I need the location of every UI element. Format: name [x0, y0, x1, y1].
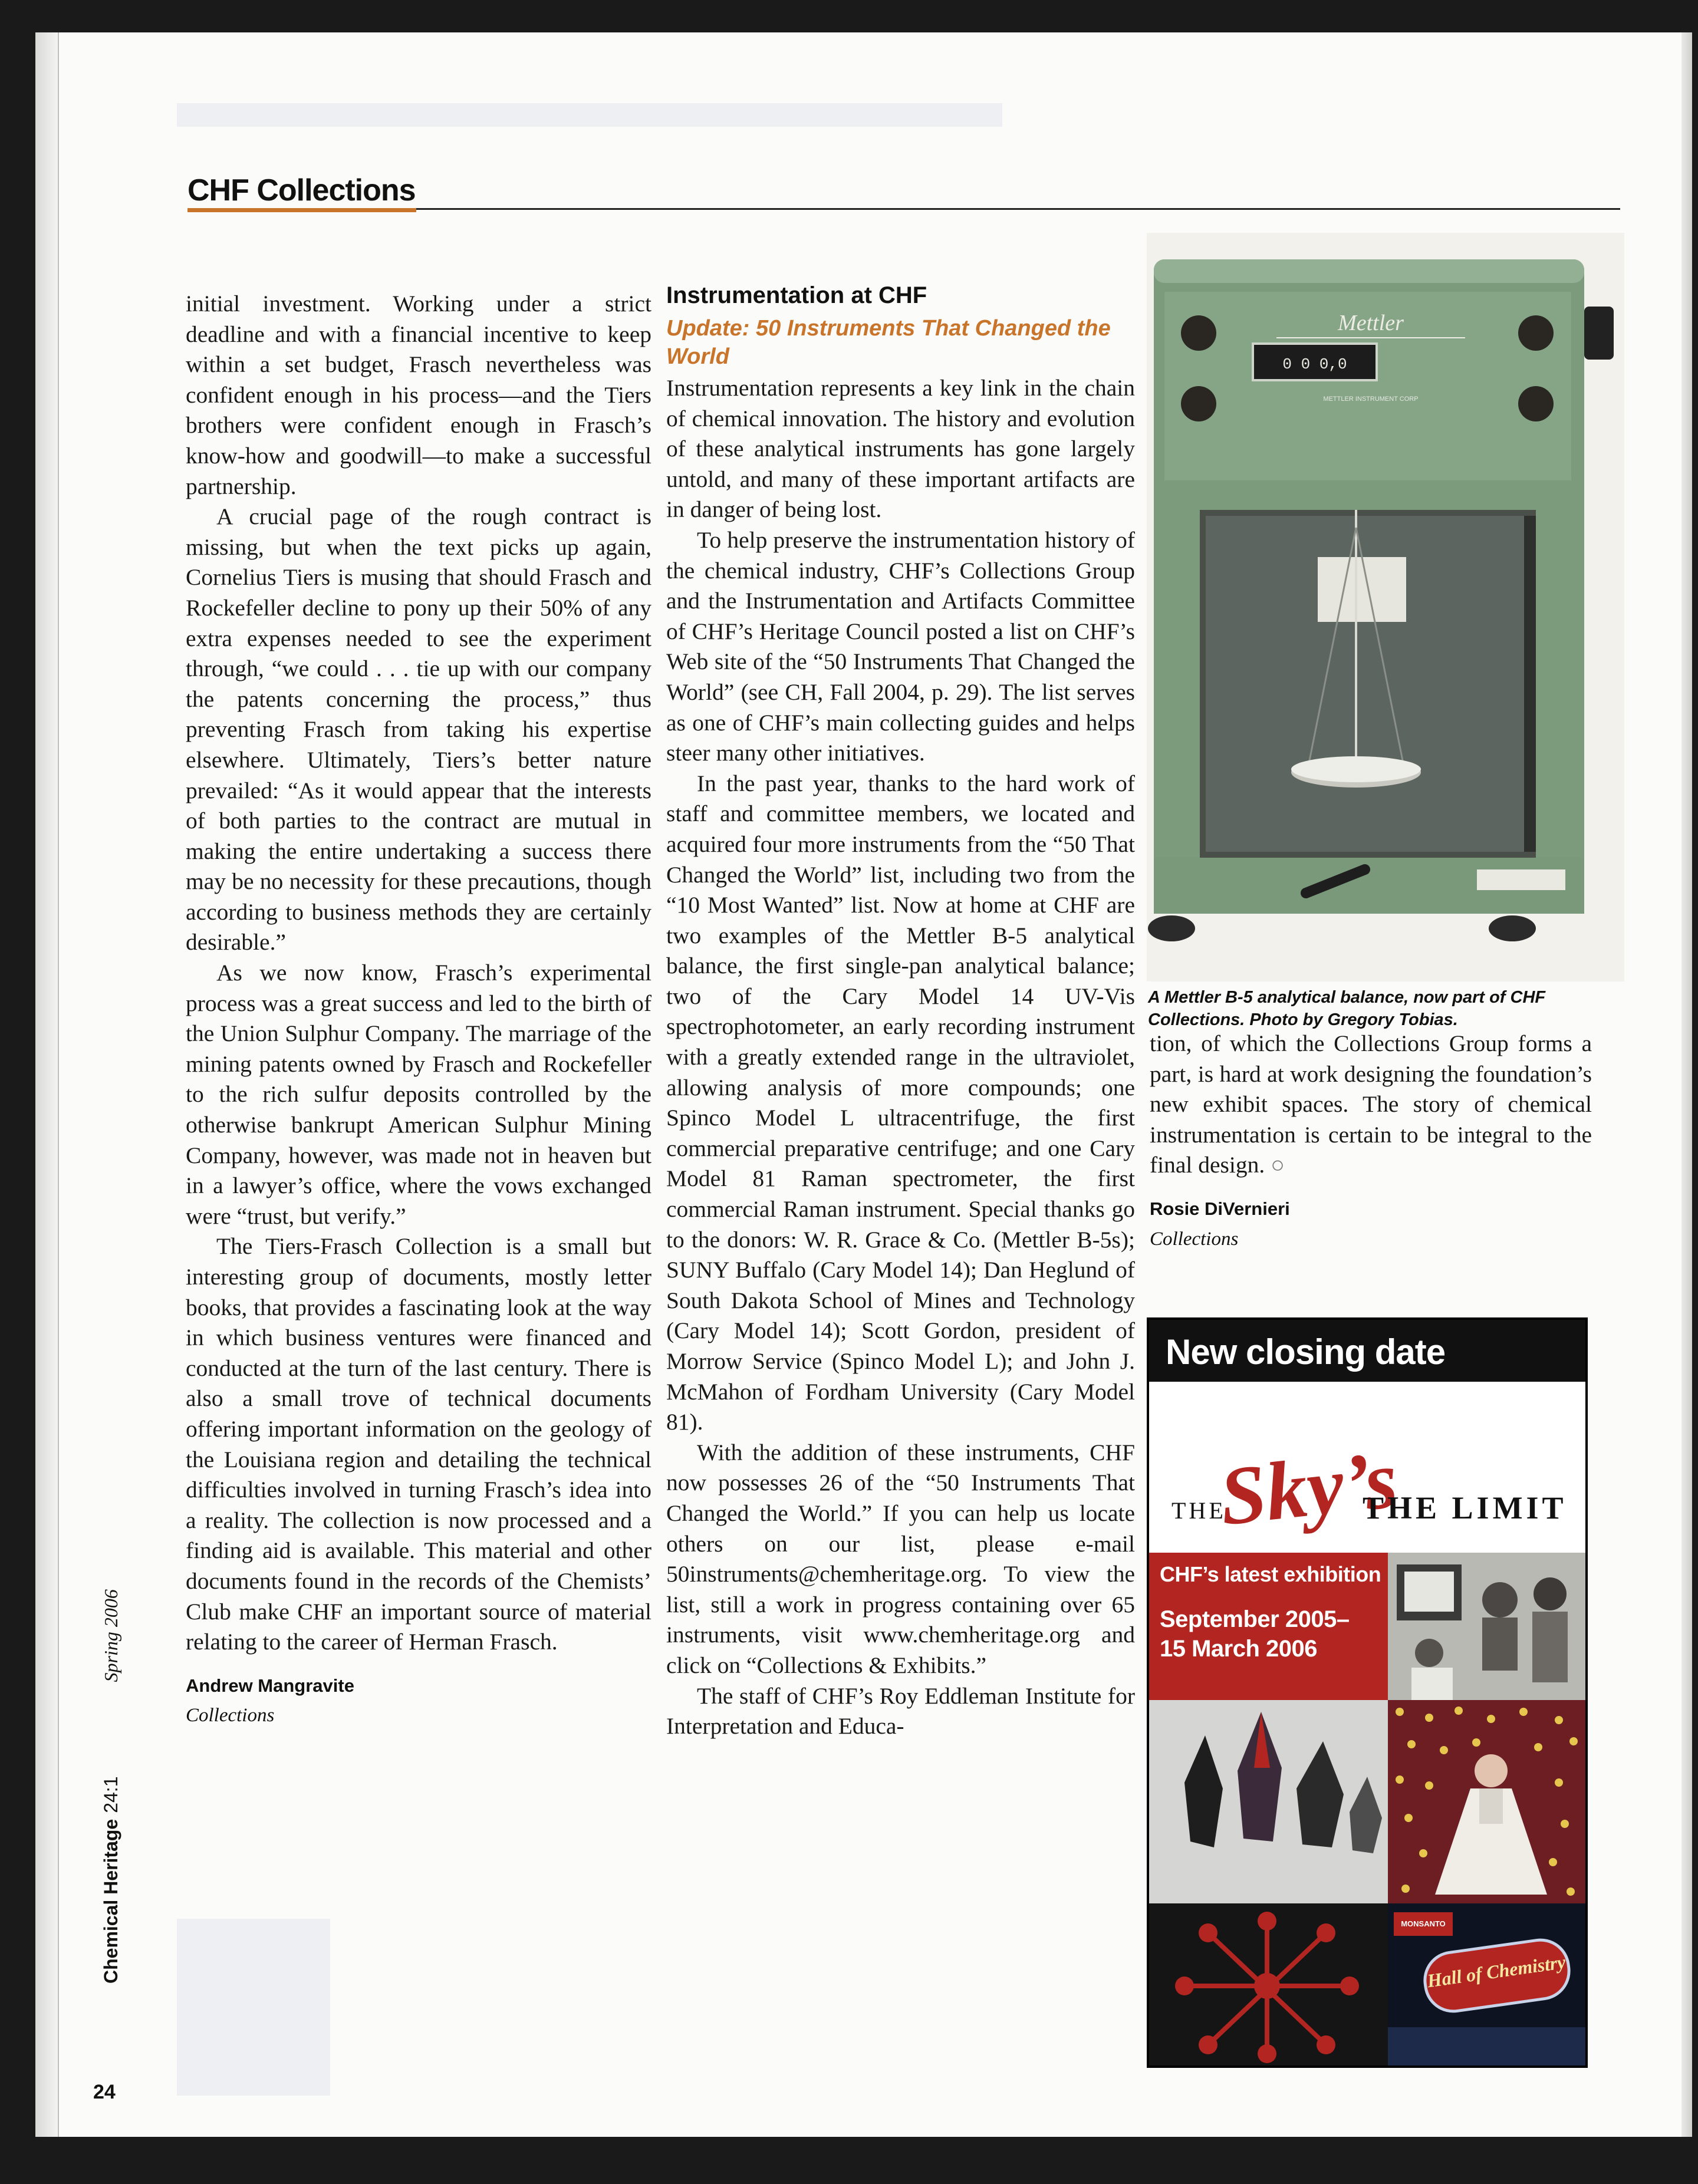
- ad-crystal-art: [1149, 1700, 1388, 1903]
- page-edge: [1681, 32, 1692, 2137]
- author-name: Andrew Mangravite: [186, 1675, 354, 1696]
- balance-plate: METTLER INSTRUMENT CORP: [1323, 396, 1419, 403]
- page-number: 24: [93, 2081, 116, 2103]
- exhibition-ad: [1147, 1317, 1588, 2068]
- section-title: CHF Collections: [187, 173, 416, 207]
- mettler-balance-illustration: [1147, 233, 1624, 981]
- ad-title-box: [1149, 1382, 1585, 1553]
- monsanto-sign: MONSANTO: [1394, 1912, 1453, 1936]
- ad-molecule-art: [1149, 1903, 1388, 2066]
- balance-brand: Mettler: [1338, 311, 1404, 335]
- paragraph: Instrumentation represents a key link in the chain of chemical innovation. The history and evolution of these analytical instruments has gone largely untold, and many of these important artifacts are in danger of being lost.: [666, 375, 1135, 523]
- hall-of-chemistry-text: Hall of Chemistry: [1426, 1951, 1567, 1992]
- column-3: [1150, 1029, 1592, 1254]
- author-department: Collections: [1150, 1228, 1239, 1250]
- paragraph: The Tiers-Frasch Collection is a small but interesting group of documents, mostly letter books, that provides a fascinating look at the way in which business ventures were financed and conducted at the turn of the last century. There is also a small trove of technical documents offering important information on the geology of the Louisiana region and detailing the technical difficulties involved in turning Frasch’s idea into a reality. The collection is now processed and a finding aid is available. This material and other documents found in the records of the Chemists’ Club make CHF an important source of material relating to the career of Herman Frasch.: [186, 1233, 651, 1655]
- column-2: [666, 280, 1135, 1742]
- ad-exhibition-label: CHF’s latest exhibition: [1160, 1562, 1381, 1586]
- show-through-ghost: [177, 103, 1002, 127]
- photo-caption: A Mettler B-5 analytical balance, now part of CHF Collections. Photo by Gregory Tobias.: [1148, 988, 1546, 1029]
- ad-title-skys: Sky’s: [1215, 1433, 1401, 1543]
- ad-exhibition-dates: [1160, 1605, 1350, 1663]
- running-footer: [100, 1589, 122, 1984]
- journal-issue: 24:1: [100, 1776, 121, 1813]
- author-name: Rosie DiVernieri: [1150, 1198, 1290, 1219]
- paragraph-text: tion, of which the Collections Group forms a part, is hard at work designing the foundation’s new exhibit spaces. The story of chemical instrumentation is certain to be integral to the final design.: [1150, 1030, 1592, 1178]
- section-title-underline: [187, 208, 416, 212]
- balance-readout: 0 0 0,0: [1282, 355, 1347, 373]
- ad-info-panel: [1149, 1553, 1388, 1700]
- article-subheading: Update: 50 Instruments That Changed the World: [666, 316, 1111, 369]
- page-gutter: [35, 32, 59, 2137]
- ad-family-photo: [1388, 1553, 1585, 1700]
- end-mark-icon: ○: [1271, 1152, 1285, 1178]
- paragraph: To help preserve the instrumentation history of the chemical industry, CHF’s Collections Group and the Instrumentation and Artifacts Committee of CHF’s Heritage Council posted a list on CHF’s Web site of the “50 Instruments That Changed the World” (see CH, Fall 2004, p. 29). The list serves as one of CHF’s main collecting guides and helps steer many other initiatives.: [666, 526, 1135, 766]
- ad-date-start: September 2005–: [1160, 1606, 1350, 1632]
- ad-headline: New closing date: [1166, 1332, 1446, 1372]
- column-1: [186, 289, 651, 1731]
- article-heading: Instrumentation at CHF: [666, 282, 927, 308]
- author-department: Collections: [186, 1705, 275, 1727]
- ad-hall-of-chemistry-photo: [1388, 1903, 1585, 2066]
- paragraph: [1150, 1029, 1592, 1181]
- show-through-ghost: [177, 1919, 330, 2096]
- paragraph: The staff of CHF’s Roy Eddleman Institute for Interpretation and Educa-: [666, 1682, 1135, 1740]
- magazine-page: [35, 32, 1692, 2137]
- paragraph: In the past year, thanks to the hard work of staff and committee members, we located and acquired four more instruments from the “50 That Changed the World” list, including two from the “10 Most Wanted” list. Now at home at CHF are two examples of the Mettler B-5 analytical balance, the first single-pan analytical balance; two of the Cary Model 14 UV-Vis spectrophotometer, an early recording instrument with a greatly extended range in the ultraviolet, allowing analysis of more compounds; one Spinco Model L ultracentrifuge, the first commercial preparative centrifuge; and one Cary Model 81 Raman spectrometer, the first commercial Raman instrument. Special thanks go to the donors: W. R. Grace & Co. (Mettler B-5s); SUNY Buffalo (Cary Model 14); Dan Heglund of South Dakota School of Mines and Technology (Cary Model 14); Scott Gordon, president of Morrow Service (Spinco Model L); and John J. McMahon of Fordham University (Cary Model 81).: [666, 770, 1135, 1435]
- paragraph: As we now know, Frasch’s experimental process was a great success and led to the birth of the Union Sulphur Company. The marriage of the mining patents owned by Frasch and Rockefeller to the rich sulfur deposits controlled by the otherwise bankrupt American Sulphur Mining Company, however, was made not in heaven but in a lawyer’s office, where the vows exchanged were “trust, but verify.”: [186, 960, 651, 1229]
- ad-title-limit: THE LIMIT: [1363, 1490, 1567, 1526]
- paragraph: A crucial page of the rough contract is missing, but when the text picks up again, Cornelius Tiers is musing that should Frasch and Rockefeller decline to pony up their 50% of any extra expenses needed to see the experiment through, “we could . . . tie up with our company the patents concerning the process,” thus preventing Frasch from taking his expertise elsewhere. Ultimately, Tiers’s better nature prevailed: “As it would appear that the interests of both parties to the contract are mutual in making the entire undertaking a success there may be no necessity for these precautions, though according to business methods they are certainly desirable.”: [186, 503, 651, 956]
- ad-date-end: 15 March 2006: [1160, 1636, 1318, 1662]
- paragraph: initial investment. Working under a strict deadline and with a financial incentive to keep within a set budget, Frasch nevertheless was confident enough in his process—and the Tiers brothers were confident enough in Frasch’s know-how and goodwill—to make a successful partnership.: [186, 291, 651, 499]
- journal-name: Chemical Heritage: [100, 1819, 121, 1984]
- skyline: [1388, 2027, 1585, 2066]
- ad-title-the: THE: [1172, 1497, 1226, 1524]
- paragraph: With the addition of these instruments, CHF now possesses 26 of the “50 Instruments That Changed the World.” If you can help us locate others on our list, please e-mail 50instruments@chemheritage.org. To view the list, still a work in progress containing over 65 instruments, visit www.chemheritage.org and click on “Collections & Exhibits.”: [666, 1439, 1135, 1678]
- journal-season: Spring 2006: [100, 1589, 121, 1682]
- ad-polka-dot-photo: [1388, 1700, 1585, 1903]
- hall-of-chemistry-sign: [1420, 1935, 1574, 2017]
- balance-photo: [1147, 233, 1624, 981]
